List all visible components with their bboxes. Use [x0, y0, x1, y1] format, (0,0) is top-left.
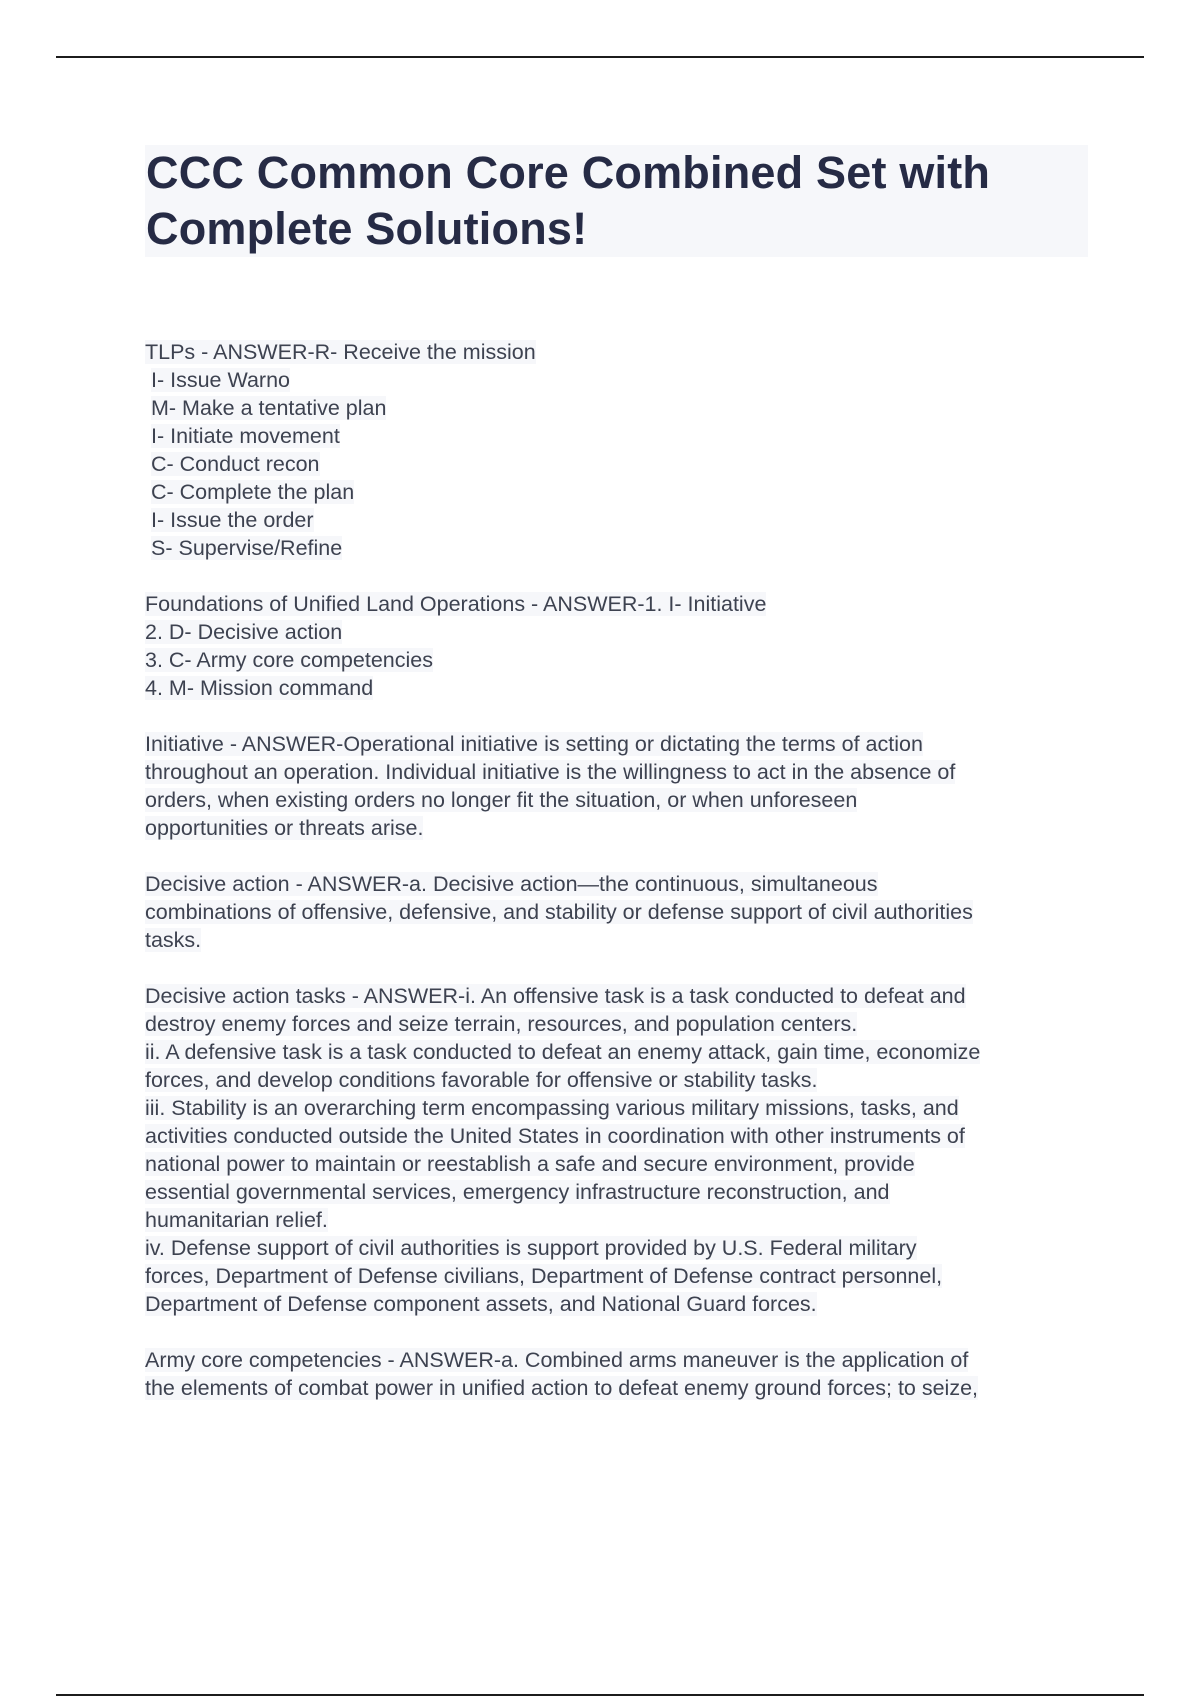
entry-line: Initiative - ANSWER-Operational initiative is setting or dictating the terms of action [145, 732, 923, 756]
entry-decisive-action-tasks [145, 982, 1095, 1318]
entry-line: combinations of offensive, defensive, and stability or defense support of civil authorities [145, 900, 973, 924]
entry-line: S- Supervise/Refine [151, 536, 343, 560]
entry-army-core-competencies [145, 1346, 1095, 1402]
entry-line: ii. A defensive task is a task conducted to defeat an enemy attack, gain time, economize [145, 1040, 981, 1064]
entry-line: opportunities or threats arise. [145, 816, 424, 840]
entry-line: Foundations of Unified Land Operations - ANSWER-1. I- Initiative [145, 592, 767, 616]
title-block [145, 145, 1088, 257]
entry-line: TLPs - ANSWER-R- Receive the mission [145, 340, 536, 364]
entry-line: Decisive action - ANSWER-a. Decisive action—the continuous, simultaneous [145, 872, 878, 896]
entry-line: C- Conduct recon [151, 452, 320, 476]
entry-line: humanitarian relief. [145, 1208, 328, 1232]
entry-line: Department of Defense component assets, and National Guard forces. [145, 1292, 817, 1316]
entry-line: Decisive action tasks - ANSWER-i. An offensive task is a task conducted to defeat and [145, 984, 966, 1008]
entry-line: forces, Department of Defense civilians, Department of Defense contract personnel, [145, 1264, 943, 1288]
entry-line: M- Make a tentative plan [151, 396, 387, 420]
entry-decisive-action [145, 870, 1095, 954]
title-line: CCC Common Core Combined Set with [146, 147, 991, 198]
entry-line: destroy enemy forces and seize terrain, resources, and population centers. [145, 1012, 858, 1036]
entry-foundations [145, 590, 1095, 702]
entry-initiative [145, 730, 1095, 842]
entry-line: 3. C- Army core competencies [145, 648, 433, 672]
top-rule [56, 56, 1144, 58]
title-line: Complete Solutions! [146, 203, 588, 254]
document-body [145, 338, 1095, 1430]
entry-line: the elements of combat power in unified action to defeat enemy ground forces; to seize, [145, 1376, 979, 1400]
entry-line: national power to maintain or reestablish a safe and secure environment, provide [145, 1152, 915, 1176]
page-title [145, 145, 1088, 257]
entry-line: I- Initiate movement [151, 424, 340, 448]
entry-line: tasks. [145, 928, 202, 952]
entry-line: I- Issue the order [151, 508, 314, 532]
entry-line: orders, when existing orders no longer fit the situation, or when unforeseen [145, 788, 858, 812]
entry-line: 4. M- Mission command [145, 676, 374, 700]
entry-line: Army core competencies - ANSWER-a. Combined arms maneuver is the application of [145, 1348, 969, 1372]
entry-line: essential governmental services, emergency infrastructure reconstruction, and [145, 1180, 890, 1204]
entry-line: forces, and develop conditions favorable for offensive or stability tasks. [145, 1068, 818, 1092]
entry-line: activities conducted outside the United States in coordination with other instruments of [145, 1124, 965, 1148]
entry-line: throughout an operation. Individual initiative is the willingness to act in the absence of [145, 760, 956, 784]
entry-line: C- Complete the plan [151, 480, 355, 504]
entry-line: iv. Defense support of civil authorities is support provided by U.S. Federal military [145, 1236, 917, 1260]
entry-tlps [145, 338, 1095, 562]
entry-line: I- Issue Warno [151, 368, 290, 392]
entry-line: iii. Stability is an overarching term encompassing various military missions, tasks, and [145, 1096, 959, 1120]
bottom-rule [56, 1694, 1144, 1696]
entry-line: 2. D- Decisive action [145, 620, 343, 644]
